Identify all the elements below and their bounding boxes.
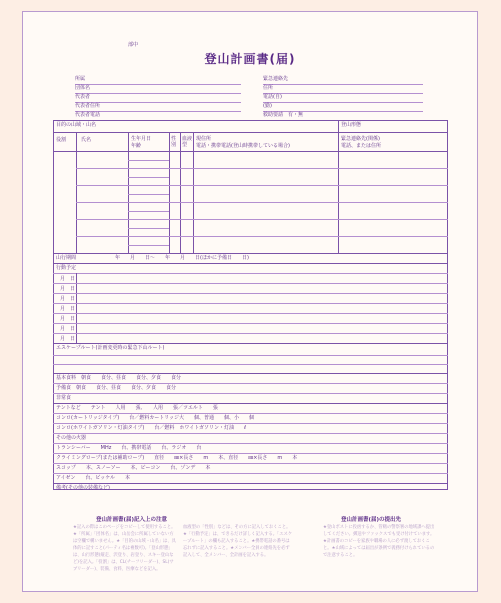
equipment-crampons[interactable]: アイゼン 台、ピッケル 本 bbox=[56, 475, 130, 481]
equipment-line bbox=[53, 443, 448, 444]
header-emergency-phone: 電話、または住所 bbox=[341, 143, 382, 149]
equipment-line bbox=[53, 413, 448, 414]
header-address: 現住所 bbox=[196, 136, 212, 142]
mountain-row-border bbox=[53, 132, 448, 133]
escape-route-label: エスケープルート(計画変更時の緊急下山ルート) bbox=[56, 345, 165, 351]
member-subline bbox=[128, 177, 169, 178]
notes-left-title: 登山計画書(届)記入上の注意 bbox=[96, 517, 168, 523]
notes-left-col2: 血液型の「性別」などは、その方に記入しておくこと。★「行動予定」は、できるだけ詳しく記入する。「エスケープルート」の欄も記入すること。★携帯電話の番号は忘れずに記入すること。★メンバー全員の連絡先を必ず記入して、全メンバー、全計画を記入する。 bbox=[183, 525, 293, 558]
member-row-line bbox=[76, 168, 448, 169]
escape-line bbox=[53, 355, 448, 356]
food-basic[interactable]: 基本食料 朝食 食分、昼食 食分、夕食 食分 bbox=[56, 375, 182, 381]
field-emergency-home-phone[interactable]: 電話(自) bbox=[263, 93, 423, 103]
equipment-other-fire[interactable]: その他の火器 bbox=[56, 435, 87, 441]
schedule-label: 山行期間 bbox=[56, 255, 77, 261]
itinerary-label: 行動予定 bbox=[56, 265, 77, 271]
equipment-line bbox=[53, 423, 448, 424]
remarks-label[interactable]: 備考(その他の装備など) bbox=[56, 485, 110, 491]
schedule-text[interactable]: 年 月 日〜 年 月 日(ほかに予備日 日) bbox=[115, 255, 249, 261]
field-emergency-address[interactable]: 住所 bbox=[263, 84, 423, 94]
schedule-border bbox=[53, 263, 448, 264]
itinerary-date[interactable]: 月 日 bbox=[60, 316, 76, 322]
member-subline bbox=[128, 211, 169, 212]
itinerary-line bbox=[53, 273, 448, 274]
member-subline bbox=[128, 245, 169, 246]
member-header-border bbox=[53, 151, 448, 152]
equipment-line bbox=[53, 473, 448, 474]
food-line bbox=[53, 383, 448, 384]
field-leader-address[interactable]: 代表者住所 bbox=[75, 102, 241, 112]
itinerary-line bbox=[53, 293, 448, 294]
field-leader-phone[interactable]: 代表者電話 bbox=[75, 111, 241, 121]
itinerary-line bbox=[53, 333, 448, 334]
escape-bottom bbox=[53, 373, 448, 374]
form-sheet bbox=[22, 11, 478, 592]
main-form-table bbox=[53, 120, 448, 490]
header-sex: 性別 bbox=[171, 136, 177, 148]
field-emergency-work-phone[interactable]: (勤) bbox=[263, 102, 423, 112]
member-subline bbox=[128, 228, 169, 229]
equipment-gasoline-stove[interactable]: コンロ(ホワイトガソリン・灯油タイプ) 台／燃料 ホワイトガソリン・灯油 ℓ bbox=[56, 425, 247, 431]
field-group-name[interactable]: 団体名 bbox=[75, 84, 241, 94]
equipment-radio[interactable]: トランシーバー MHz 台、携帯電話 台、ラジオ 台 bbox=[56, 445, 202, 451]
itinerary-date[interactable]: 月 日 bbox=[60, 326, 76, 332]
member-row-line bbox=[76, 236, 448, 237]
itinerary-line bbox=[53, 313, 448, 314]
notes-right-title: 登山計画書(届)の提出先 bbox=[341, 517, 402, 523]
field-emergency-contact[interactable]: 緊急連絡先 bbox=[263, 75, 423, 85]
member-subline bbox=[128, 160, 169, 161]
escape-line bbox=[53, 364, 448, 365]
food-bottom bbox=[53, 403, 448, 404]
notes-right-col: ★登山ポストに投函するか、管轄の警察署の地域課へ提出してください。郵送やファックスでも受け付けています。★計画書のコピーを家族や職場の人に必ず渡しておくこと。★山域によっては届出が条例で義務付けられているので注意すること。 bbox=[323, 525, 435, 558]
office-stamp: 部中 bbox=[128, 42, 139, 48]
equipment-rope[interactable]: クライミングロープ(または補助ロープ) 直径 ㎜×長さ m 本、直径 ㎜×長さ m 本 bbox=[56, 455, 298, 461]
equipment-line bbox=[53, 453, 448, 454]
member-row-line bbox=[76, 185, 448, 186]
climbing-style-label: 登山形態 bbox=[341, 122, 362, 128]
notes-left-col1: ★記入の際はこのページをコピーして使用すること。★「所属」「団体名」は、山岳会に所属していない方は空欄で構いません。★「目的の山域・山名」は、具体的に記すこと(パーティ名は複数可)。「登山形態」は、山行形態(縦走、沢登り、岩登り、スキー登山など)を記入。「役割」は、CL(チーフリーダー)、SL(サブリーダー)、装備、食料、医療などを記入。 bbox=[73, 525, 176, 572]
itinerary-date[interactable]: 月 日 bbox=[60, 286, 76, 292]
itinerary-date[interactable]: 月 日 bbox=[60, 306, 76, 312]
mountain-divider bbox=[338, 120, 339, 132]
itinerary-line bbox=[53, 303, 448, 304]
header-name: 氏名 bbox=[81, 137, 92, 143]
mountain-label: 目的の山域・山名 bbox=[56, 122, 97, 128]
itinerary-date[interactable]: 月 日 bbox=[60, 336, 76, 342]
member-row-line bbox=[76, 219, 448, 220]
equipment-tent[interactable]: テントなど テント 人用 張、 人用 張／ツエルト 張 bbox=[56, 405, 218, 411]
equipment-cartridge-stove[interactable]: コンロ(カートリッジタイプ) 台／燃料カートリッジ大 個、普通 個、小 個 bbox=[56, 415, 255, 421]
equipment-line bbox=[53, 463, 448, 464]
itinerary-line bbox=[53, 323, 448, 324]
equipment-line bbox=[53, 433, 448, 434]
header-emergency: 緊急連絡先(関係) bbox=[341, 136, 380, 142]
field-leader[interactable]: 代表者 bbox=[75, 93, 241, 103]
food-reserve[interactable]: 予備食 朝食 食分、昼食 食分、夕食 食分 bbox=[56, 385, 177, 391]
member-subline bbox=[128, 194, 169, 195]
itinerary-bottom bbox=[53, 343, 448, 344]
itinerary-line bbox=[53, 283, 448, 284]
member-row-line bbox=[76, 202, 448, 203]
food-emergency[interactable]: 非常食 bbox=[56, 395, 72, 401]
header-age: 年齢 bbox=[131, 143, 142, 149]
itinerary-date[interactable]: 月 日 bbox=[60, 276, 76, 282]
member-table-bottom bbox=[53, 253, 448, 254]
header-blood: 血液型 bbox=[182, 136, 193, 148]
food-line bbox=[53, 393, 448, 394]
header-birth: 生年月日 bbox=[131, 136, 152, 142]
equipment-shovel[interactable]: スコップ 本、スノーソー 本、ビーコン 台、ゾンデ 本 bbox=[56, 465, 211, 471]
form-title: 登山計画書(届) bbox=[204, 52, 296, 66]
header-role: 役割 bbox=[56, 137, 67, 143]
equipment-bottom bbox=[53, 483, 448, 484]
header-phone: 電話・携帯電話(登山時携帯している場合) bbox=[196, 143, 290, 149]
itinerary-date[interactable]: 月 日 bbox=[60, 296, 76, 302]
field-rescue-request[interactable]: 救助要請 有・無 bbox=[263, 111, 423, 121]
field-affiliation[interactable]: 所属 bbox=[75, 75, 241, 85]
